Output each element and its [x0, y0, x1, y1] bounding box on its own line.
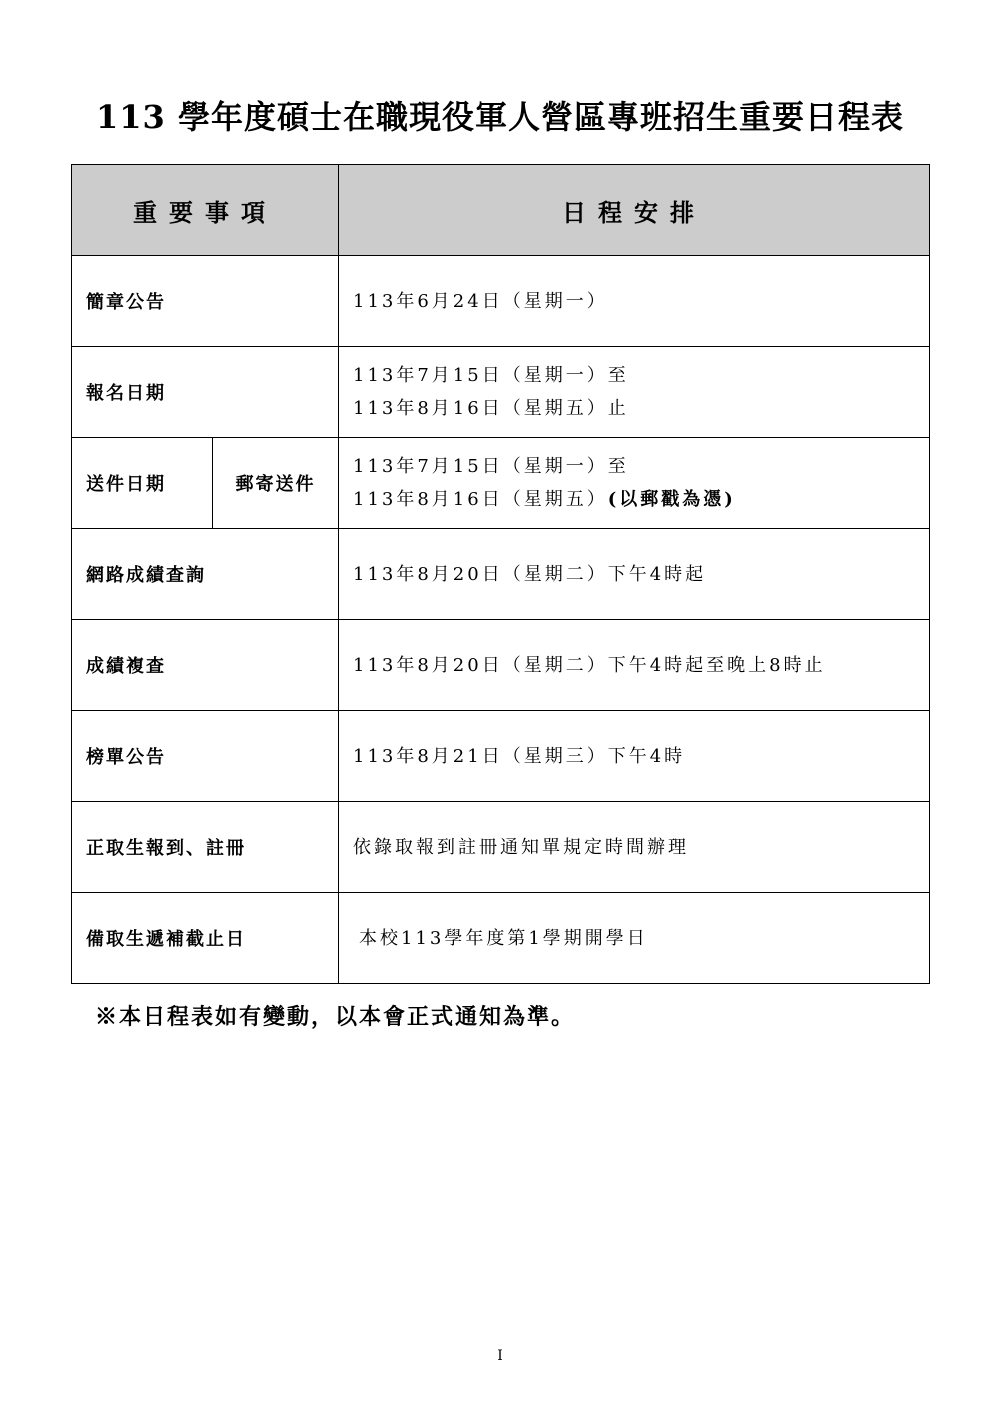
table-row [72, 529, 930, 620]
schedule-line: 113年8月16日（星期五）止 [353, 398, 629, 419]
table-row [72, 802, 930, 893]
table-row [72, 893, 930, 984]
schedule-line: 113年7月15日（星期一）至 [353, 456, 629, 477]
item-cell: 送件日期 [72, 438, 213, 529]
item-cell: 正取生報到、註冊 [72, 802, 339, 893]
schedule-line: 113年7月15日（星期一）至 [353, 365, 629, 386]
schedule-cell [339, 893, 930, 984]
postmark-note: (以郵戳為憑) [607, 489, 736, 510]
schedule-line [353, 483, 929, 516]
schedule-cell [339, 347, 930, 438]
schedule-change-note: ※本日程表如有變動，以本會正式通知為準。 [95, 1004, 576, 1030]
item-cell: 備取生遞補截止日 [72, 893, 339, 984]
header-schedule: 日程安排 [339, 165, 930, 256]
header-item: 重要事項 [72, 165, 339, 256]
schedule-line: 113年6月24日（星期一） [353, 290, 608, 312]
table-row [72, 256, 930, 347]
schedule-cell [339, 256, 930, 347]
schedule-cell [339, 438, 930, 529]
table-row [72, 438, 930, 529]
table-row [72, 347, 930, 438]
schedule-line: 113年8月20日（星期二）下午4時起 [353, 563, 707, 585]
schedule-cell [339, 620, 930, 711]
schedule-cell [339, 711, 930, 802]
schedule-line: 113年8月21日（星期三）下午4時 [353, 745, 686, 767]
schedule-line: 113年8月20日（星期二）下午4時起至晚上8時止 [353, 654, 826, 676]
table-row [72, 620, 930, 711]
table-row [72, 711, 930, 802]
item-cell: 成績複查 [72, 620, 339, 711]
item-cell: 網路成績查詢 [72, 529, 339, 620]
item-cell: 簡章公告 [72, 256, 339, 347]
schedule-line: 本校113學年度第1學期開學日 [359, 927, 648, 949]
schedule-table [71, 164, 930, 984]
sub-item-cell: 郵寄送件 [213, 438, 339, 529]
schedule-cell [339, 802, 930, 893]
schedule-cell [339, 529, 930, 620]
page-number: I [497, 1348, 503, 1364]
item-cell: 報名日期 [72, 347, 339, 438]
schedule-line-text: 113年8月16日（星期五） [353, 489, 608, 510]
table-header-row [72, 165, 930, 256]
document-title: 113 學年度碩士在職現役軍人營區專班招生重要日程表 [96, 98, 904, 136]
schedule-line: 依錄取報到註冊通知單規定時間辦理 [353, 836, 689, 858]
item-cell: 榜單公告 [72, 711, 339, 802]
